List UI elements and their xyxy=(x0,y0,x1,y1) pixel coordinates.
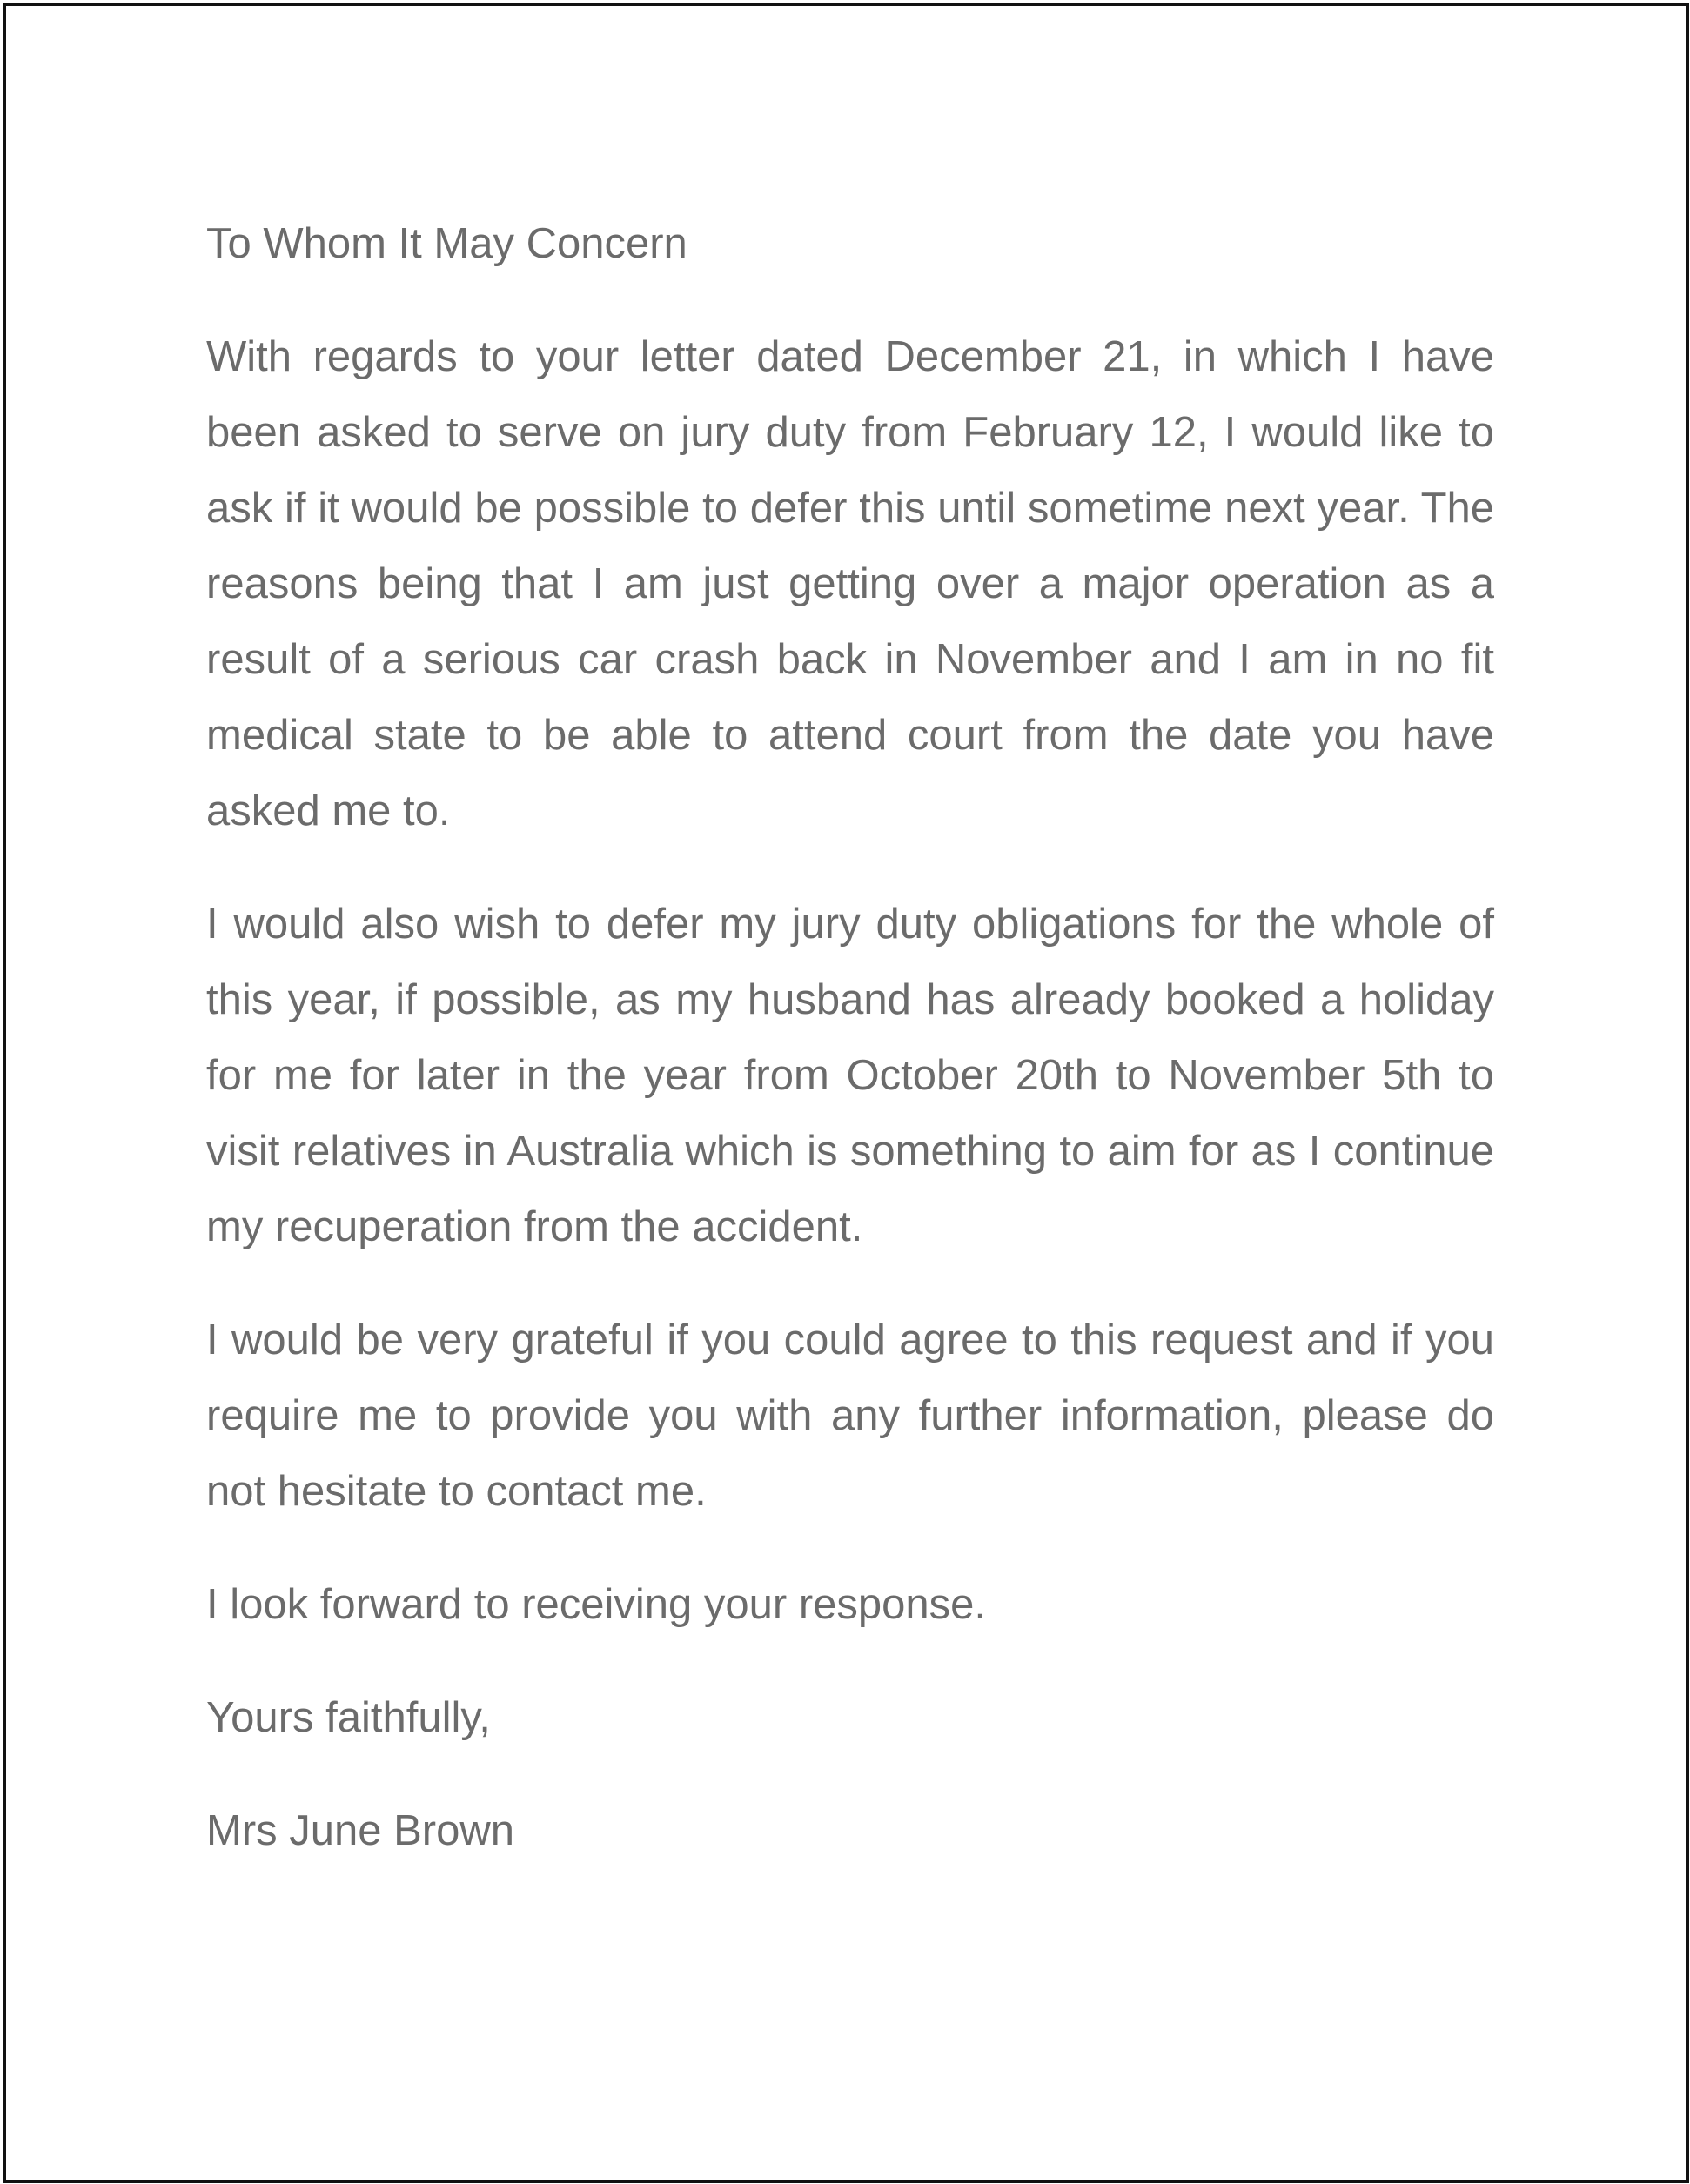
paragraph-deferral-request: With regards to your letter dated December 21, in which I have been asked to serve on jury duty from February 12, I would like to ask if it would be possible to defer this until sometime next year. The reasons being that I am just getting over a major operation as a result of a serious car crash back in November and I am in no fit medical state to be able to attend court from the date you have asked me to. xyxy=(206,333,1494,834)
paragraph-look-forward: I look forward to receiving your response. xyxy=(206,1581,987,1628)
signature-name: Mrs June Brown xyxy=(206,1807,515,1854)
paragraph-holiday: I would also wish to defer my jury duty obligations for the whole of this year, if possible, as my husband has already booked a holiday for me for later in the year from October 20th to November 5th to visit relatives in Australia which is something to aim for as I continue my recuperation from the accident. xyxy=(206,901,1494,1250)
letter-body xyxy=(206,206,1494,1906)
paragraph-gratitude: I would be very grateful if you could agree to this request and if you require me to provide you with any further information, please do not hesitate to contact me. xyxy=(206,1316,1494,1515)
page-frame xyxy=(3,3,1689,2183)
salutation: To Whom It May Concern xyxy=(206,220,687,267)
closing: Yours faithfully, xyxy=(206,1694,491,1741)
